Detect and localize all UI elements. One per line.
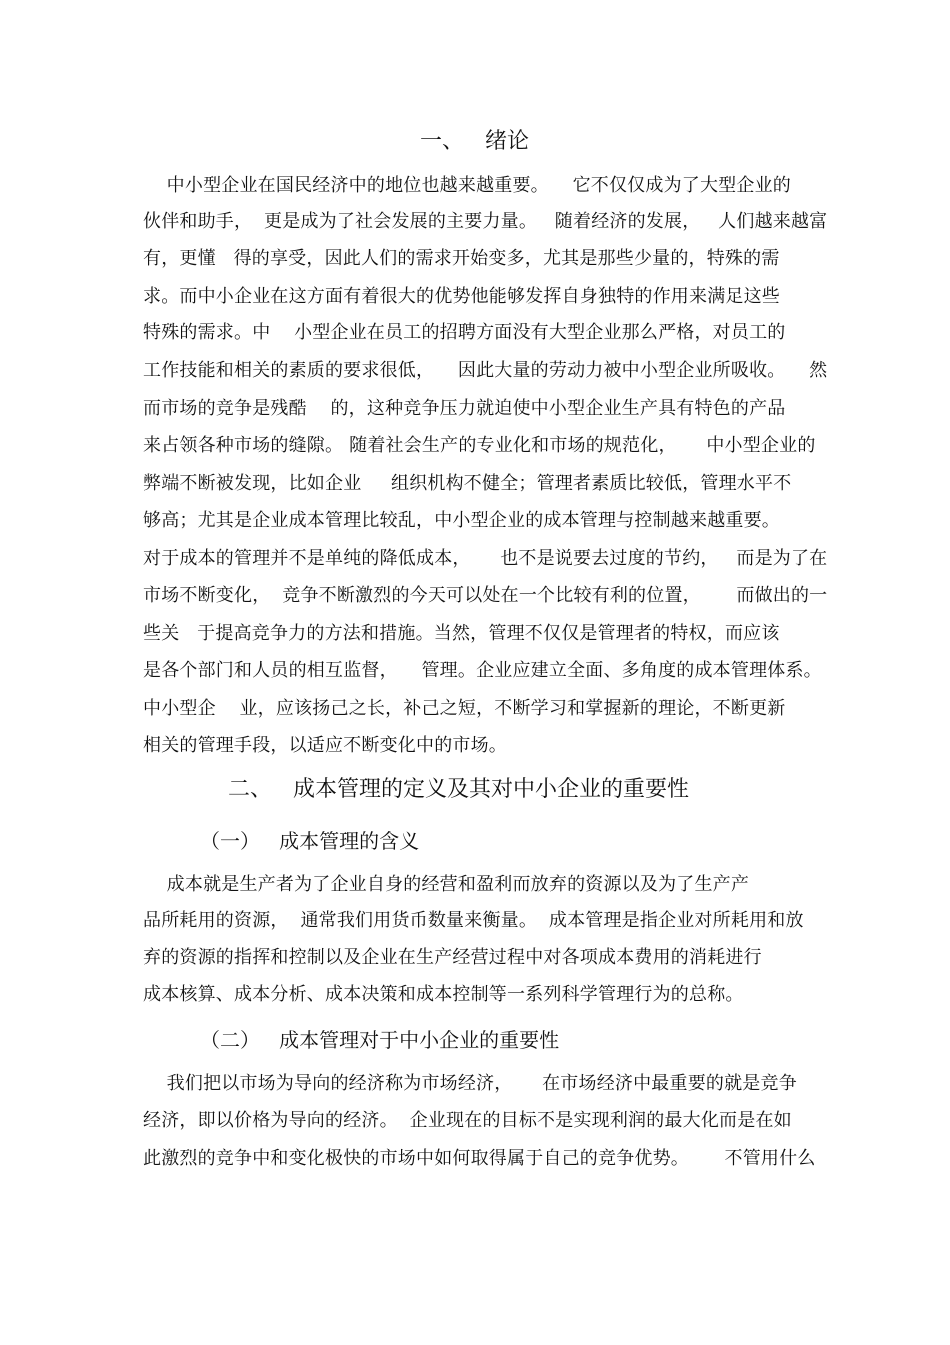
paragraph-line: 些关 于提高竞争力的方法和措施。当然，管理不仅仅是管理者的特权，而应该 [143, 623, 780, 644]
paragraph-line: 求。而中小企业在这方面有着很大的优势他能够发挥自身独特的作用来满足这些 [143, 286, 780, 307]
paragraph-line: 特殊的需求。中 小型企业在员工的招聘方面没有大型企业那么严格，对员工的 [143, 322, 786, 343]
paragraph-line: 中小型企业在国民经济中的地位也越来越重要。 它不仅仅成为了大型企业的 [143, 175, 791, 196]
paragraph-line: 弊端不断被发现，比如企业 组织机构不健全；管理者素质比较低，管理水平不 [143, 473, 792, 494]
paragraph-line: 有，更懂 得的享受，因此人们的需求开始变多，尤其是那些少量的，特殊的需 [143, 248, 780, 269]
paragraph-line: 我们把以市场为导向的经济称为市场经济， 在市场经济中最重要的就是竞争 [143, 1073, 797, 1094]
paragraph-line: 成本就是生产者为了企业自身的经营和盈利而放弃的资源以及为了生产产 [143, 874, 750, 895]
paragraph-line: 经济，即以价格为导向的经济。 企业现在的目标不是实现利润的最大化而是在如 [143, 1110, 792, 1131]
section1-heading: 一、 绪论 [420, 129, 529, 154]
paragraph-line: 市场不断变化， 竞争不断激烈的今天可以处在一个比较有利的位置， 而做出的一 [143, 585, 828, 606]
subsection2-heading: （二） 成本管理对于中小企业的重要性 [200, 1028, 560, 1052]
paragraph-line: 成本核算、成本分析、成本决策和成本控制等一系列科学管理行为的总称。 [143, 984, 744, 1005]
paragraph-line: 够高；尤其是企业成本管理比较乱，中小型企业的成本管理与控制越来越重要。 [143, 510, 780, 531]
paragraph-line: 弃的资源的指挥和控制以及企业在生产经营过程中对各项成本费用的消耗进行 [143, 947, 762, 968]
paragraph-line: 此激烈的竞争中和变化极快的市场中如何取得属于自己的竞争优势。 不管用什么 [143, 1148, 816, 1169]
paragraph-line: 而市场的竞争是残酷 的，这种竞争压力就迫使中小型企业生产具有特色的产品 [143, 398, 786, 419]
paragraph-line: 中小型企 业，应该扬己之长，补己之短，不断学习和掌握新的理论，不断更新 [143, 698, 786, 719]
paragraph-line: 品所耗用的资源， 通常我们用货币数量来衡量。 成本管理是指企业对所耗用和放 [143, 910, 804, 931]
subsection1-heading: （一） 成本管理的含义 [200, 829, 420, 853]
section2-heading: 二、 成本管理的定义及其对中小企业的重要性 [228, 777, 689, 802]
paragraph-line: 伙伴和助手， 更是成为了社会发展的主要力量。 随着经济的发展， 人们越来越富 [143, 211, 828, 232]
paragraph-line: 是各个部门和人员的相互监督， 管理。企业应建立全面、多角度的成本管理体系。 [143, 660, 822, 681]
paragraph-line: 工作技能和相关的素质的要求很低， 因此大量的劳动力被中小型企业所吸收。 然 [143, 360, 828, 381]
paragraph-line: 对于成本的管理并不是单纯的降低成本， 也不是说要去过度的节约， 而是为了在 [143, 548, 828, 569]
paragraph-line: 相关的管理手段，以适应不断变化中的市场。 [143, 735, 507, 756]
paragraph-line: 来占领各种市场的缝隙。 随着社会生产的专业化和市场的规范化， 中小型企业的 [143, 435, 816, 456]
